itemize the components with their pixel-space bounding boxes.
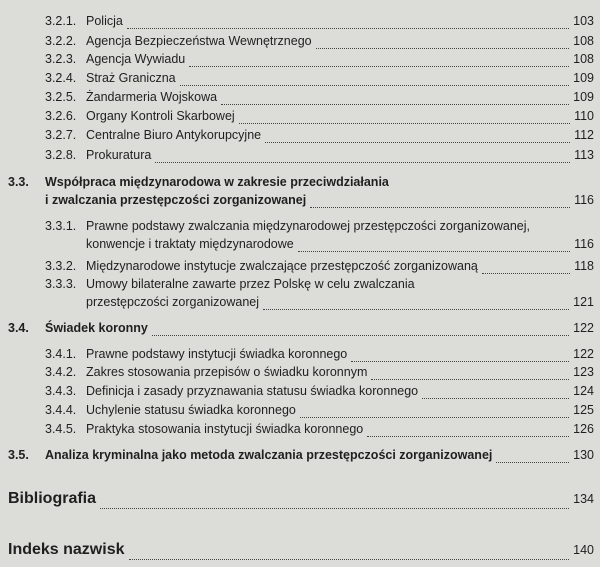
leader-dots (298, 239, 570, 252)
leader-dots (371, 367, 569, 380)
entry-title: Agencja Bezpieczeństwa Wewnętrznego (86, 34, 312, 48)
section-number: 3.3. (8, 175, 29, 189)
leader-dots (129, 544, 570, 560)
entry-title: Prokuratura (86, 148, 152, 162)
page-number: 116 (574, 237, 594, 251)
page-number: 121 (573, 295, 594, 309)
page-number: 134 (573, 492, 594, 506)
entry-number: 3.4.3. (45, 384, 77, 398)
entry-number: 3.2.8. (45, 148, 77, 162)
page-number: 124 (573, 384, 594, 398)
chapter-title: Indeks nazwisk (8, 541, 125, 558)
page-number: 109 (573, 71, 594, 85)
entry-title: Międzynarodowe instytucje zwalczające przestępczość zorganizowaną (86, 259, 478, 273)
leader-dots (316, 36, 570, 49)
page-number: 103 (573, 14, 594, 28)
leader-dots (482, 261, 570, 274)
leader-dots (300, 405, 569, 418)
entry-number: 3.2.5. (45, 90, 77, 104)
entry-number: 3.2.6. (45, 109, 77, 123)
entry-title: Uchylenie statusu świadka koronnego (86, 403, 296, 417)
entry-number: 3.4.5. (45, 422, 77, 436)
leader-dots (263, 297, 569, 310)
leader-dots (351, 349, 569, 362)
entry-title-line-2: konwencje i traktaty międzynarodowe (86, 237, 294, 251)
entry-number: 3.2.1. (45, 14, 77, 28)
entry-title-line-1: Umowy bilateralne zawarte przez Polskę w celu zwalczania (86, 277, 415, 291)
entry-number: 3.4.4. (45, 403, 77, 417)
leader-dots (239, 111, 570, 124)
entry-title: Prawne podstawy instytucji świadka koronnego (86, 347, 348, 361)
entry-number: 3.4.1. (45, 347, 77, 361)
leader-dots (221, 92, 569, 105)
leader-dots (189, 54, 569, 67)
section-title-line-1: Współpraca międzynarodowa w zakresie przeciwdziałania (45, 175, 389, 189)
entry-title: Definicja i zasady przyznawania statusu świadka koronnego (86, 384, 419, 398)
leader-dots (496, 450, 569, 463)
entry-title-line-1: Prawne podstawy zwalczania międzynarodowej przestępczości zorganizowanej, (86, 219, 530, 233)
entry-number: 3.2.7. (45, 128, 77, 142)
entry-title-line-2: przestępczości zorganizowanej (86, 295, 260, 309)
page-number: 108 (573, 34, 594, 48)
page-number: 110 (574, 109, 594, 123)
page-number: 112 (574, 128, 594, 142)
entry-number: 3.3.3. (45, 277, 77, 291)
page-number: 130 (573, 448, 594, 462)
entry-number: 3.3.2. (45, 259, 77, 273)
section-number: 3.5. (8, 448, 29, 462)
page-number: 122 (573, 347, 594, 361)
chapter-title: Bibliografia (8, 490, 97, 507)
page-number: 126 (573, 422, 594, 436)
section-title: Świadek koronny (45, 321, 148, 335)
page-number: 123 (573, 365, 594, 379)
section-title: Analiza kryminalna jako metoda zwalczania przestępczości zorganizowanej (45, 448, 493, 462)
leader-dots (367, 424, 569, 437)
section-number: 3.4. (8, 321, 29, 335)
leader-dots (180, 73, 570, 86)
page-number: 122 (573, 321, 594, 335)
leader-dots (265, 130, 570, 143)
leader-dots (100, 493, 569, 509)
entry-title: Zakres stosowania przepisów o świadku koronnym (86, 365, 368, 379)
leader-dots (127, 16, 569, 29)
section-title-line-2: i zwalczania przestępczości zorganizowanej (45, 193, 307, 207)
leader-dots (422, 386, 569, 399)
entry-title: Praktyka stosowania instytucji świadka koronnego (86, 422, 364, 436)
entry-number: 3.4.2. (45, 365, 77, 379)
page-number: 116 (574, 193, 594, 207)
entry-title: Organy Kontroli Skarbowej (86, 109, 235, 123)
page-number: 125 (573, 403, 594, 417)
page-number: 109 (573, 90, 594, 104)
entry-title: Żandarmeria Wojskowa (86, 90, 218, 104)
entry-title: Straż Graniczna (86, 71, 176, 85)
page-number: 140 (573, 543, 594, 557)
leader-dots (152, 323, 569, 336)
leader-dots (155, 150, 570, 163)
entry-number: 3.2.4. (45, 71, 77, 85)
entry-number: 3.2.3. (45, 52, 77, 66)
entry-title: Agencja Wywiadu (86, 52, 186, 66)
leader-dots (310, 195, 570, 208)
entry-title: Centralne Biuro Antykorupcyjne (86, 128, 262, 142)
entry-title: Policja (86, 14, 123, 28)
entry-number: 3.2.2. (45, 34, 77, 48)
page-number: 108 (573, 52, 594, 66)
entry-number: 3.3.1. (45, 219, 77, 233)
page-number: 118 (574, 259, 594, 273)
page-number: 113 (574, 148, 594, 162)
